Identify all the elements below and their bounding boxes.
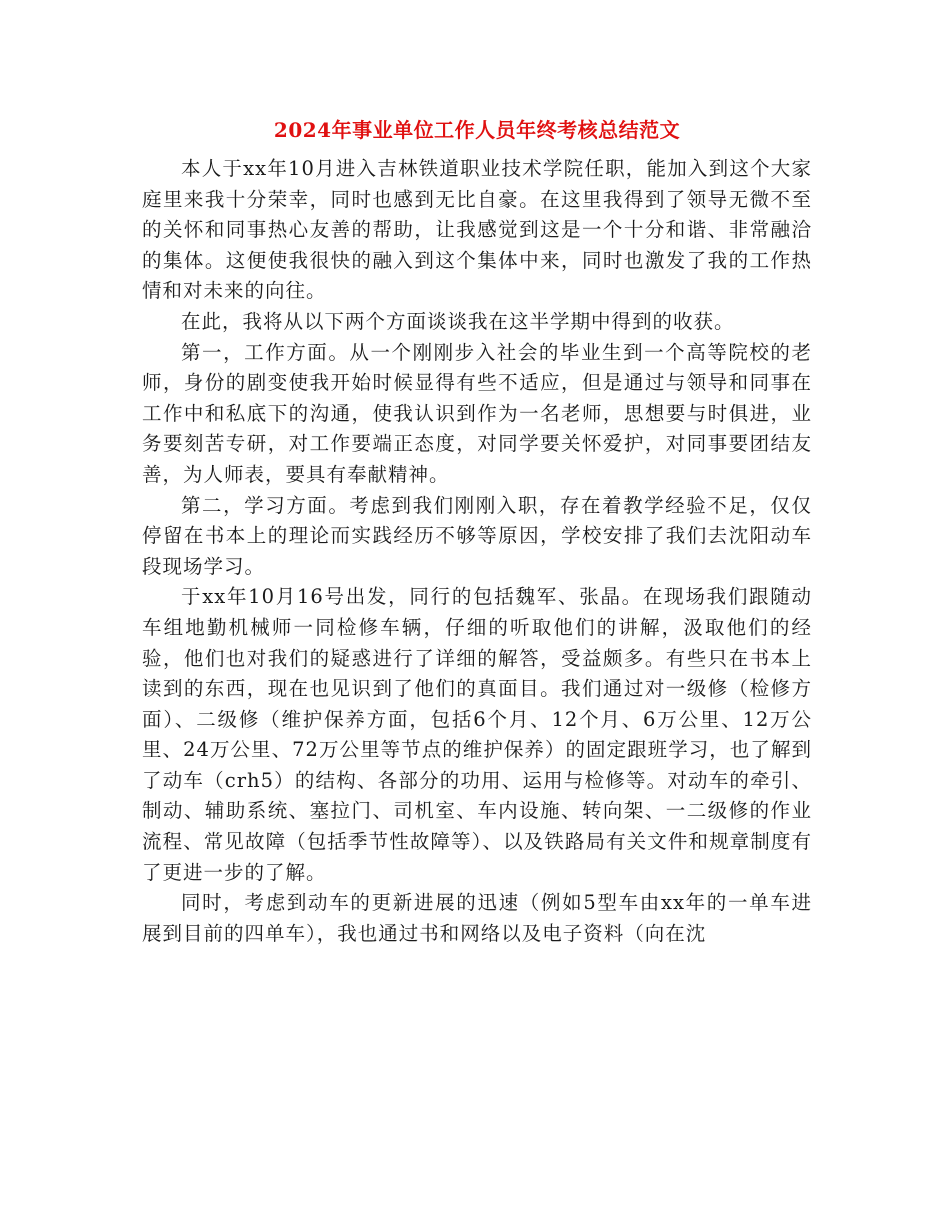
paragraph-self-study: 同时，考虑到动车的更新进展的迅速（例如5型车由xx年的一单车进展到目前的四单车），我也通过书和网络以及电子资料（向在沈 [142,891,812,945]
paragraph-overview: 在此，我将从以下两个方面谈谈我在这半学期中得到的收获。 [181,309,735,333]
paragraph-field-study: 于xx年10月16号出发，同行的包括魏军、张晶。在现场我们跟随动车组地勤机械师一同检修车辆，仔细的听取他们的讲解，汲取他们的经验，他们也对我们的疑惑进行了详细的解答，受益颇多。有些只在书本上读到的东西，现在也见识到了他们的真面目。我们通过对一级修（检修方面）、二级修（维护保养方面，包括6个月、12个月、6万公里、12万公里、24万公里、72万公里等节点的维护保养）的固定跟班学习，也了解到了动车（crh5）的结构、各部分的功用、运用与检修等。对动车的牵引、制动、辅助系统、塞拉门、司机室、车内设施、转向架、一二级修的作业流程、常见故障（包括季节性故障等）、以及铁路局有关文件和规章制度有了更进一步的了解。 [142,585,812,884]
document-page [142,112,812,949]
paragraph-work: 第一，工作方面。从一个刚刚步入社会的毕业生到一个高等院校的老师，身份的剧变使我开始时候显得有些不适应，但是通过与领导和同事在工作中和私底下的沟通，使我认识到作为一名老师，思想要与时俱进，业务要刻苦专研，对工作要端正态度，对同学要关怀爱护，对同事要团结友善，为人师表，要具有奉献精神。 [142,340,812,486]
paragraph-study: 第二，学习方面。考虑到我们刚刚入职，存在着教学经验不足，仅仅停留在书本上的理论而实践经历不够等原因，学校安排了我们去沈阳动车段现场学习。 [142,493,812,578]
paragraph-intro: 本人于xx年10月进入吉林铁道职业技术学院任职，能加入到这个大家庭里来我十分荣幸，同时也感到无比自豪。在这里我得到了领导无微不至的关怀和同事热心友善的帮助，让我感觉到这是一个十分和谐、非常融洽的集体。这便使我很快的融入到这个集体中来，同时也激发了我的工作热情和对未来的向往。 [142,157,812,303]
document-title: 2024年事业单位工作人员年终考核总结范文 [273,118,681,142]
